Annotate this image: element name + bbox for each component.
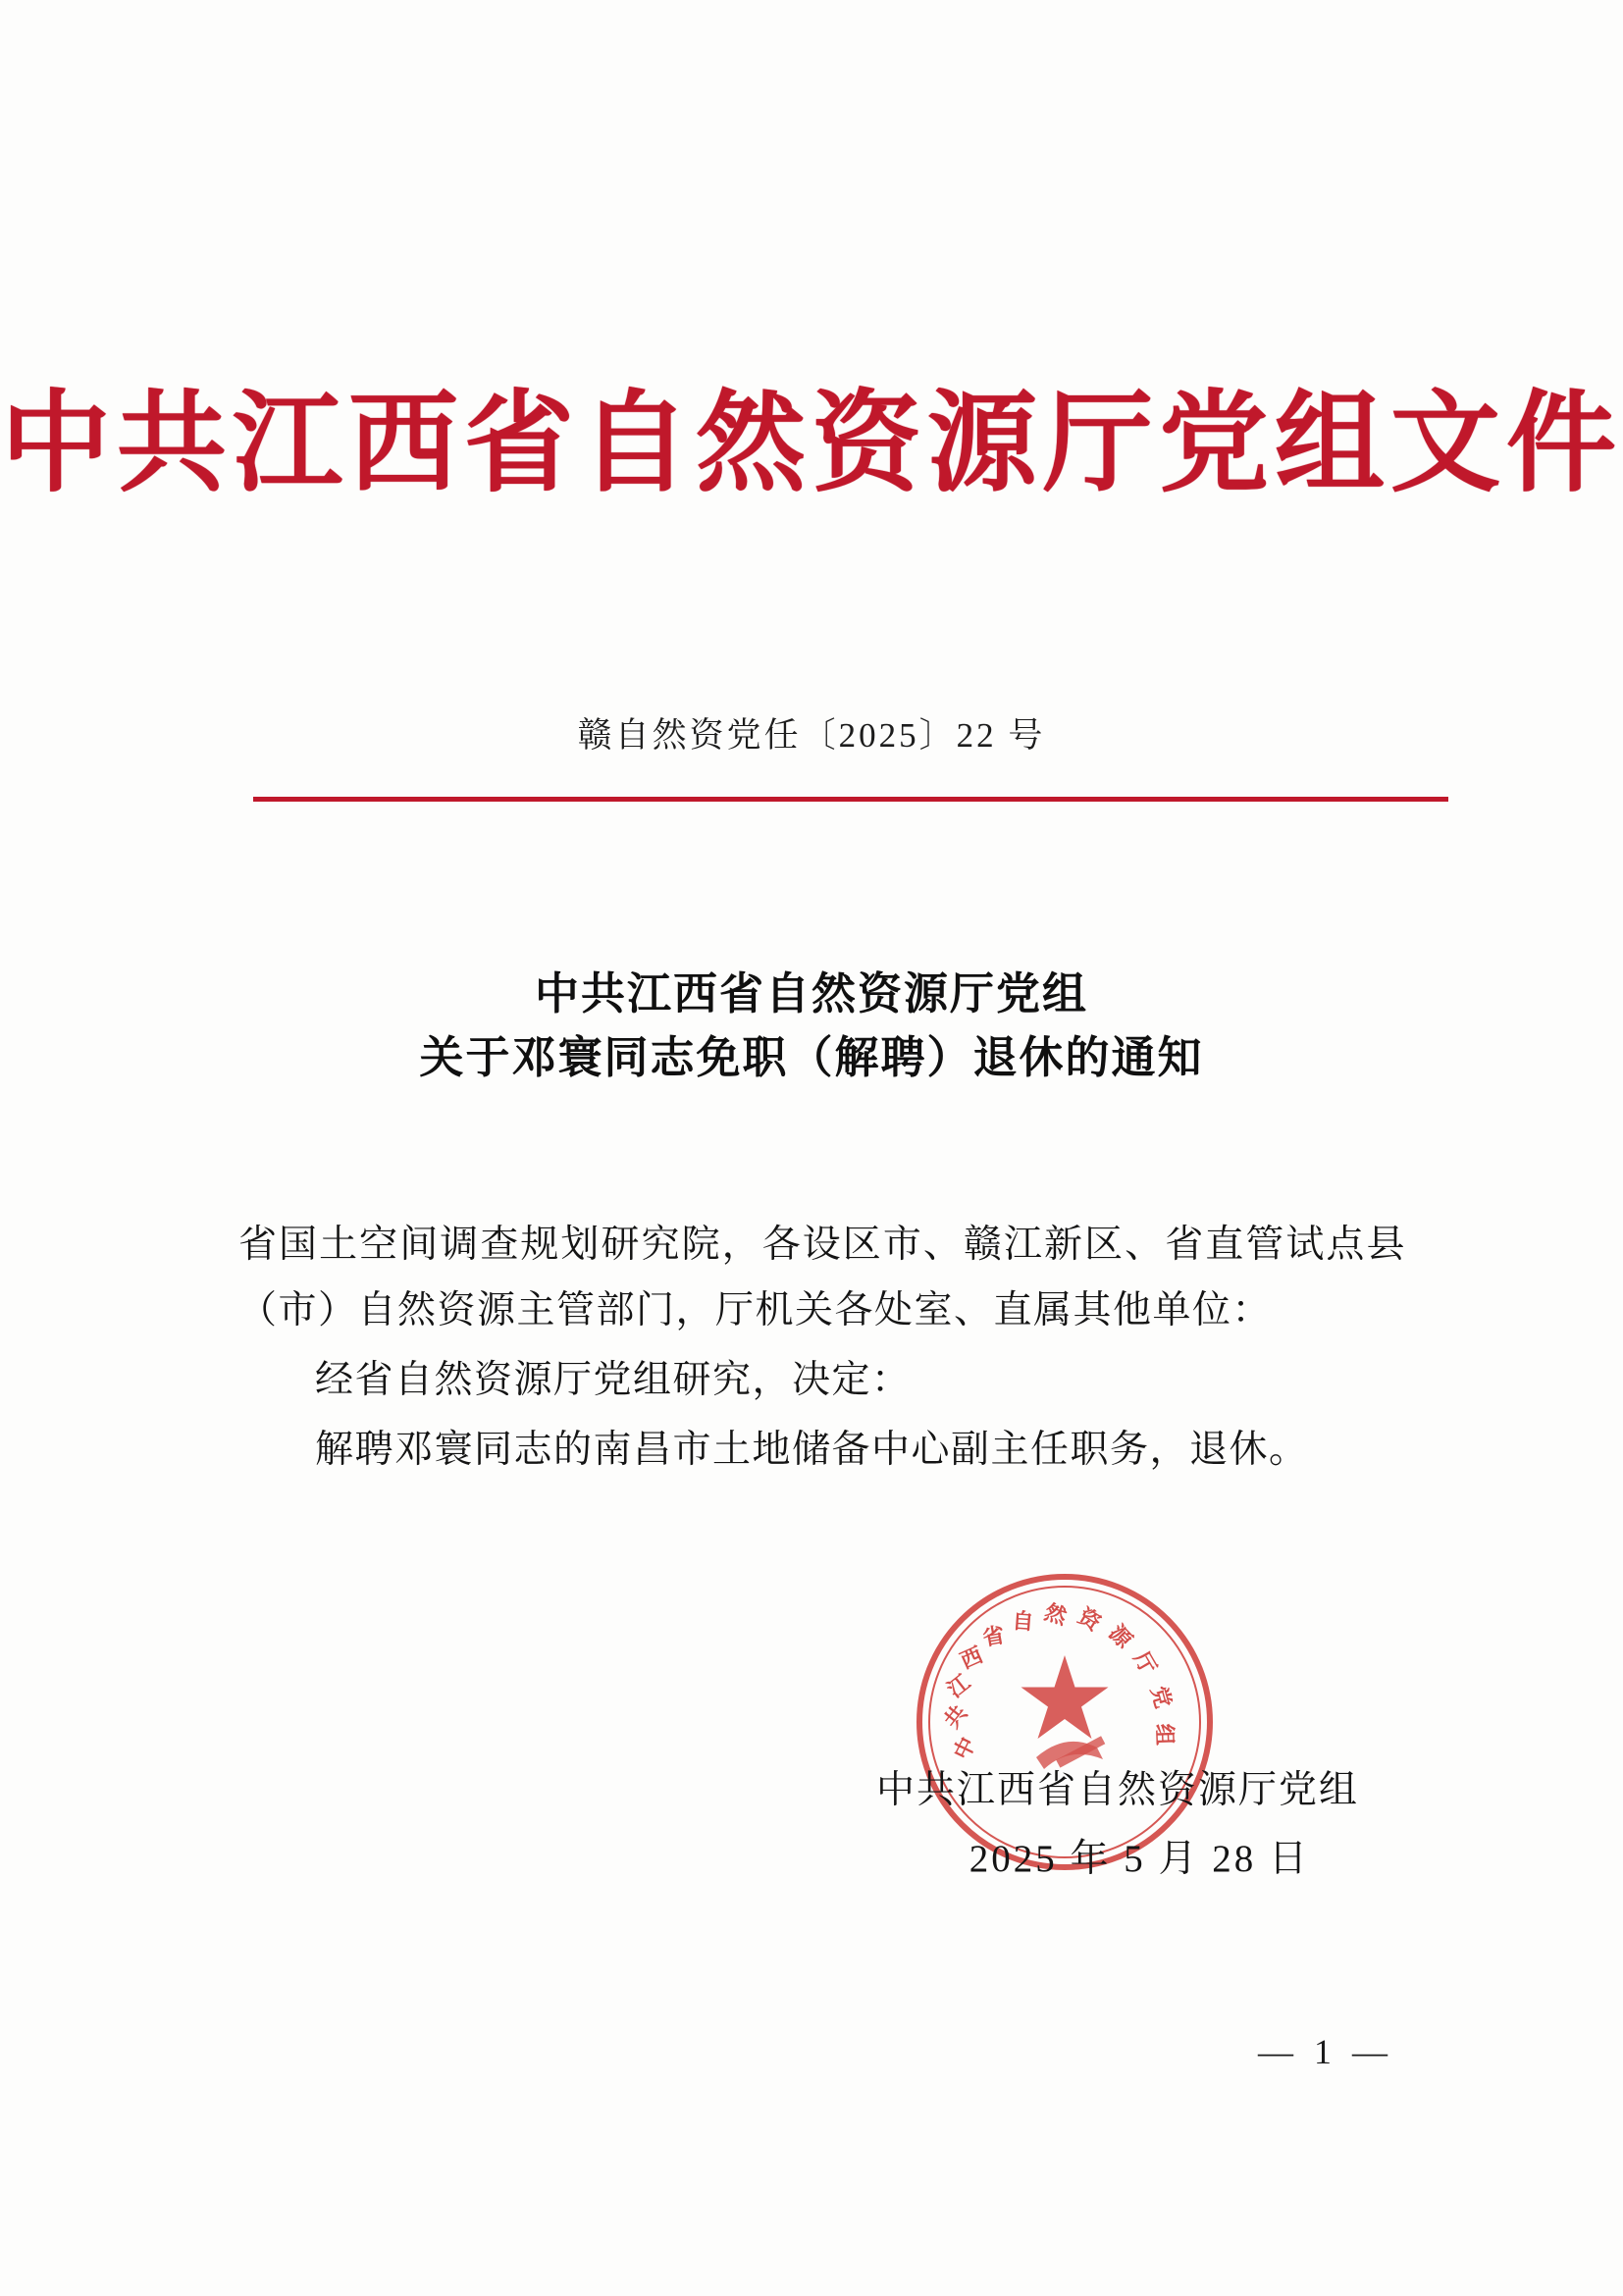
document-number: 赣自然资党任〔2025〕22 号 xyxy=(577,716,1046,755)
title-line-1: 中共江西省自然资源厅党组 xyxy=(534,967,1088,1019)
svg-text:省: 省 xyxy=(980,1622,1007,1651)
body-paragraph-decision-intro: 经省自然资源厅党组研究，决定： xyxy=(315,1359,912,1402)
body-paragraph-decision-detail: 解聘邓寰同志的南昌市土地储备中心副主任职务，退休。 xyxy=(315,1429,1309,1472)
signature-organization: 中共江西省自然资源厅党组 xyxy=(875,1769,1359,1811)
svg-text:党: 党 xyxy=(1145,1683,1177,1711)
signature-date: 2025 年 5 月 28 日 xyxy=(969,1838,1310,1881)
page-title xyxy=(0,962,1623,1090)
svg-text:然: 然 xyxy=(1041,1598,1071,1631)
svg-text:源: 源 xyxy=(1103,1620,1137,1654)
svg-text:共: 共 xyxy=(939,1700,973,1734)
page-number: — 1 — xyxy=(1258,2032,1393,2071)
svg-text:西: 西 xyxy=(956,1642,987,1675)
svg-text:组: 组 xyxy=(1151,1723,1178,1747)
svg-text:厅: 厅 xyxy=(1127,1647,1162,1680)
body-paragraph-recipients: 省国土空间调查规划研究院，各设区市、赣江新区、省直管试点县（市）自然资源主管部门，厅机关各处室、直属其他单位： xyxy=(238,1224,1406,1332)
title-line-2: 关于邓寰同志免职（解聘）退休的通知 xyxy=(419,1031,1204,1084)
red-divider-rule xyxy=(253,797,1448,802)
document-body xyxy=(238,1212,1406,1487)
svg-text:资: 资 xyxy=(1073,1603,1106,1637)
signature-block xyxy=(0,1756,1359,1894)
masthead-title: 中共江西省自然资源厅党组文件 xyxy=(1,379,1622,507)
svg-text:自: 自 xyxy=(1011,1608,1035,1636)
svg-text:中: 中 xyxy=(949,1733,982,1764)
svg-text:江: 江 xyxy=(942,1669,976,1703)
